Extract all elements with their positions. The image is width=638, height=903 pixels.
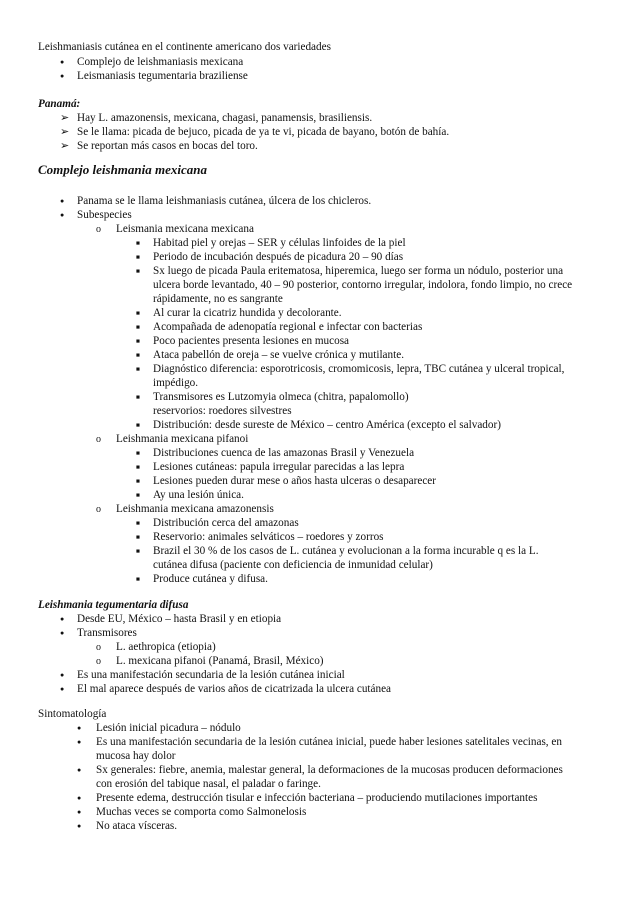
bullet-circle — [96, 502, 101, 517]
difusa-item: Transmisores — [77, 627, 137, 639]
difusa-sub: L. aethropica (etiopia) — [116, 641, 216, 653]
bullet-disc — [60, 612, 64, 627]
sintoma-line: Es una manifestación secundaria de la lesión cutánea inicial, puede haber lesiones satelitales vecinas, en — [96, 736, 562, 748]
bullet-disc — [60, 69, 64, 84]
bullet-disc — [60, 668, 64, 683]
intro-item: Complejo de leishmaniasis mexicana — [77, 56, 244, 68]
panama-item: Hay L. amazonensis, mexicana, chagasi, panamensis, brasiliensis. — [77, 112, 373, 124]
bullet-disc — [60, 626, 64, 641]
detail-line: Produce cutánea y difusa. — [153, 573, 268, 585]
detail-line: Lesiones pueden durar mese o años hasta ulceras o desaparecer — [153, 475, 436, 487]
sintoma-line: Presente edema, destrucción tisular e infección bacteriana – produciendo mutilaciones importantes — [96, 792, 538, 804]
panama-heading: Panamá: — [38, 98, 81, 110]
panama-item: Se le llama: picada de bejuco, picada de ya te vi, picada de bayano, botón de bahía. — [77, 126, 450, 138]
arrow-bullet-icon — [60, 111, 69, 125]
subspecies-label: Leishmania mexicana amazonensis — [116, 503, 274, 515]
complejo-item: Subespecies — [77, 209, 132, 221]
detail-line: Distribución: desde sureste de México – centro América (excepto el salvador) — [153, 419, 501, 431]
detail-line: Diagnóstico diferencia: esporotricosis, cromomicosis, lepra, TBC cutánea y ulceral tropical, — [153, 363, 565, 375]
arrow-bullet-icon — [60, 139, 69, 153]
detail-line: Distribución cerca del amazonas — [153, 517, 299, 529]
detail-line: Transmisores es Lutzomyia olmeca (chitra, papalomollo) — [153, 391, 409, 403]
detail-line: Brazil el 30 % de los casos de L. cutánea y evolucionan a la forma incurable q es la L. — [153, 545, 539, 557]
bullet-square — [136, 264, 140, 280]
bullet-circle — [96, 654, 101, 669]
difusa-item: Desde EU, México – hasta Brasil y en etiopia — [77, 613, 282, 625]
bullet-disc — [77, 819, 81, 834]
sintoma-line: mucosa hay dolor — [96, 750, 176, 762]
bullet-disc — [60, 55, 64, 70]
bullet-square — [136, 390, 140, 406]
detail-line: Poco pacientes presenta lesiones en mucosa — [153, 335, 350, 347]
difusa-item: Es una manifestación secundaria de la lesión cutánea inicial — [77, 669, 345, 681]
bullet-disc — [77, 763, 81, 778]
intro-item: Leismaniasis tegumentaria braziliense — [77, 70, 248, 82]
detail-line: Lesiones cutáneas: papula irregular parecidas a las lepra — [153, 461, 405, 473]
sintoma-line: con erosión del tabique nasal, el paladar o faringe. — [96, 778, 321, 790]
difusa-heading: Leishmania tegumentaria difusa — [38, 599, 189, 611]
detail-line: Reservorio: animales selváticos – roedores y zorros — [153, 531, 384, 543]
detail-line: cutánea difusa (paciente con deficiencia de inmunidad celular) — [153, 559, 433, 571]
bullet-circle — [96, 432, 101, 447]
difusa-sub: L. mexicana pifanoi (Panamá, Brasil, México) — [116, 655, 324, 667]
detail-line: Ataca pabellón de oreja – se vuelve crónica y mutilante. — [153, 349, 404, 361]
sintoma-line: Muchas veces se comporta como Salmonelosis — [96, 806, 307, 818]
sintoma-line: Sx generales: fiebre, anemia, malestar general, la deformaciones de la mucosas producen deformaciones — [96, 764, 563, 776]
detail-line: Ay una lesión única. — [153, 489, 244, 501]
detail-line: rápidamente, no es sangrante — [153, 293, 283, 305]
sintomatologia-heading: Sintomatología — [38, 708, 107, 720]
complejo-heading: Complejo leishmania mexicana — [38, 162, 208, 177]
arrow-bullet-icon — [60, 125, 69, 139]
bullet-square — [136, 362, 140, 378]
bullet-disc — [60, 682, 64, 697]
detail-line: Acompañada de adenopatía regional e infectar con bacterias — [153, 321, 423, 333]
difusa-item: El mal aparece después de varios años de cicatrizada la ulcera cutánea — [77, 683, 392, 695]
bullet-disc — [60, 194, 64, 209]
detail-line: Distribuciones cuenca de las amazonas Brasil y Venezuela — [153, 447, 415, 459]
detail-line: Periodo de incubación después de picadura 20 – 90 días — [153, 251, 404, 263]
bullet-disc — [77, 721, 81, 736]
bullet-disc — [77, 791, 81, 806]
subspecies-label: Leishmania mexicana pifanoi — [116, 433, 249, 445]
detail-line: Sx luego de picada Paula eritematosa, hiperemica, luego ser forma un nódulo, posterior una — [153, 265, 564, 277]
detail-line: Habitad piel y orejas – SER y células linfoides de la piel — [153, 237, 406, 249]
bullet-square — [136, 572, 140, 588]
detail-line: Al curar la cicatriz hundida y decolorante. — [153, 307, 342, 319]
bullet-circle — [96, 222, 101, 237]
detail-line: impédigo. — [153, 377, 199, 389]
intro-title: Leishmaniasis cutánea en el continente americano dos variedades — [38, 41, 331, 53]
bullet-disc — [77, 735, 81, 750]
detail-line: ulcera borde levantado, 40 – 90 posterior, contorno irregular, indolora, fondo limpio, no crece — [153, 279, 573, 291]
sintoma-line: No ataca vísceras. — [96, 820, 178, 832]
panama-item: Se reportan más casos en bocas del toro. — [77, 140, 258, 152]
bullet-square — [136, 544, 140, 560]
sintoma-line: Lesión inicial picadura – nódulo — [96, 722, 241, 734]
bullet-disc — [77, 805, 81, 820]
bullet-disc — [60, 208, 64, 223]
complejo-item: Panama se le llama leishmaniasis cutánea, úlcera de los chicleros. — [77, 195, 372, 207]
subspecies-label: Leismania mexicana mexicana — [116, 223, 254, 235]
detail-line: reservorios: roedores silvestres — [153, 405, 292, 417]
bullet-circle — [96, 640, 101, 655]
